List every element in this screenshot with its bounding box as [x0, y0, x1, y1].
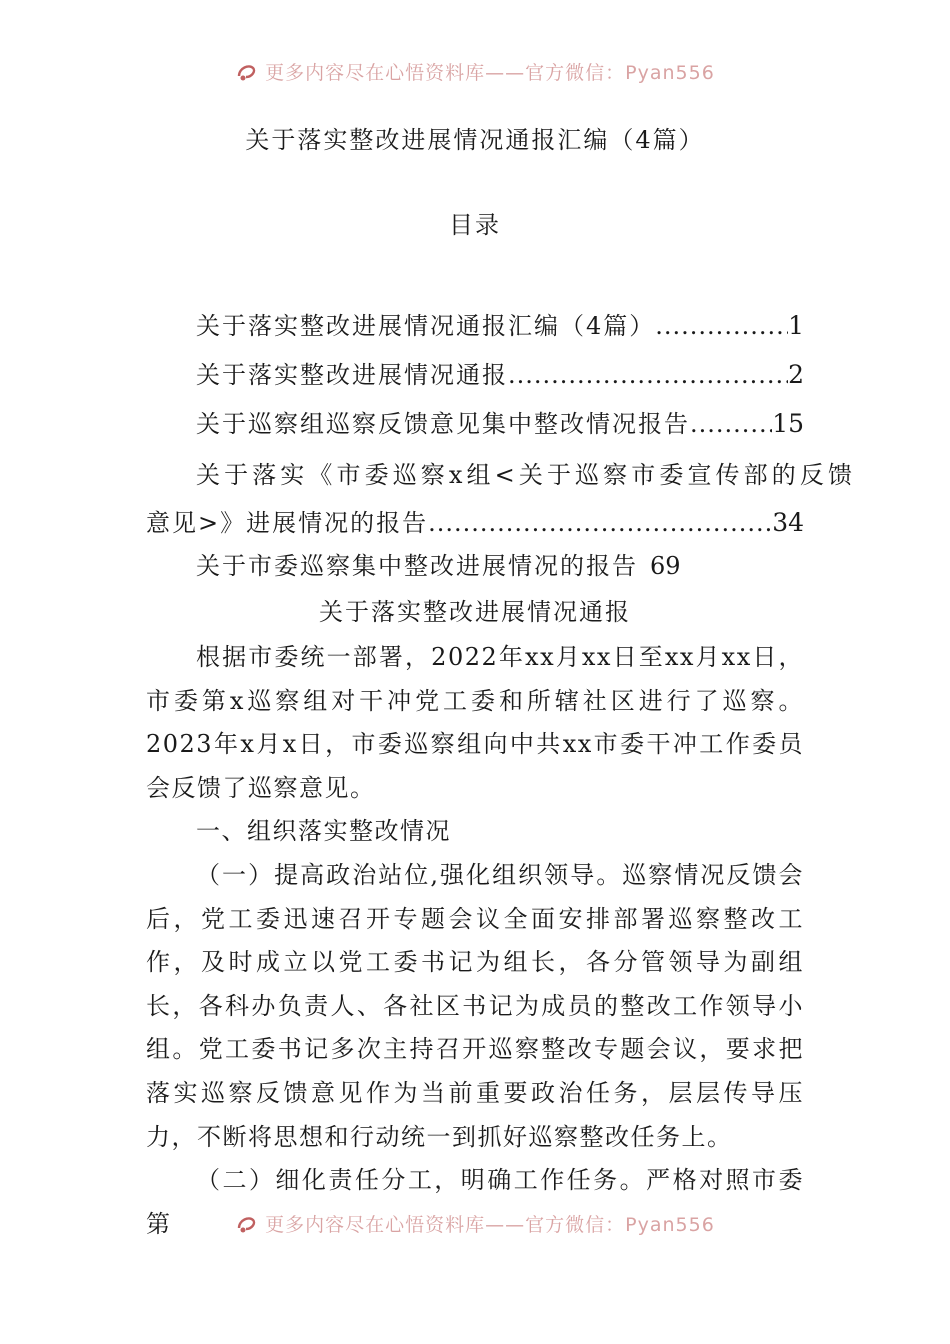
paragraph: （二）细化责任分工，明确工作任务。严格对照市委第: [146, 1166, 804, 1238]
toc-heading: 目录: [449, 211, 501, 239]
section-title: 关于落实整改进展情况通报: [319, 598, 631, 626]
paragraph: （一）提高政治站位,强化组织领导。巡察情况反馈会后，党工委迅速召开专题会议全面安排部署巡察整改工作，及时成立以党工委书记为组长，各分管领导为副组长，各科办负责人、各社区书记为成员的整改工作领导小组。党工委书记多次主持召开巡察整改专题会议，要求把落实巡察反馈意见作为当前重要政治任务，层层传导压力，不断将思想和行动统一到抓好巡察整改任务上。: [146, 860, 804, 1151]
toc-leader-dots: [690, 410, 772, 438]
toc-entry[interactable]: [146, 503, 804, 538]
toc-entry-title: 关于巡察组巡察反馈意见集中整改情况报告: [196, 410, 690, 438]
toc-entry[interactable]: [196, 306, 804, 341]
toc-entry-title: 意见>》进展情况的报告: [146, 509, 429, 537]
watermark-footer: [0, 1210, 950, 1237]
heading-paragraph: 一、组织落实整改情况: [196, 817, 451, 846]
toc-entry[interactable]: [196, 355, 804, 390]
toc-entry-page: 34: [772, 508, 804, 537]
toc-entry[interactable]: [196, 546, 681, 581]
toc-leader-dots: [655, 312, 788, 340]
body-text: [146, 636, 804, 1246]
watermark-text: 更多内容尽在心悟资料库——官方微信：Pyan556: [265, 62, 715, 84]
toc-entry-page: 1: [788, 311, 804, 340]
document-title: 关于落实整改进展情况通报汇编（4篇）: [245, 126, 705, 154]
watermark-header: [0, 58, 950, 85]
toc-entry-title: 关于落实整改进展情况通报: [196, 361, 508, 389]
logo-icon: [235, 1214, 259, 1234]
toc-leader-dots: [428, 509, 772, 537]
toc-entry-line1[interactable]: 关于落实《市委巡察x组<关于巡察市委宣传部的反馈: [196, 461, 857, 489]
toc-entry-page: 69: [650, 552, 681, 580]
logo-icon: [235, 62, 259, 82]
toc-leader-dots: [508, 361, 788, 389]
toc-entry[interactable]: [196, 404, 804, 439]
toc-entry-title: 关于市委巡察集中整改进展情况的报告: [196, 552, 638, 580]
paragraph: 根据市委统一部署，2022年xx月xx日至xx月xx日，市委第x巡察组对干冲党工委和所辖社区进行了巡察。2023年x月x日，市委巡察组向中共xx市委干冲工作委员会反馈了巡察意见。: [146, 643, 804, 802]
watermark-text: 更多内容尽在心悟资料库——官方微信：Pyan556: [265, 1214, 715, 1236]
toc-entry-page: 15: [772, 409, 804, 438]
toc-entry-title: 关于落实整改进展情况通报汇编（4篇）: [196, 312, 656, 340]
toc-entry-page: 2: [788, 360, 804, 389]
